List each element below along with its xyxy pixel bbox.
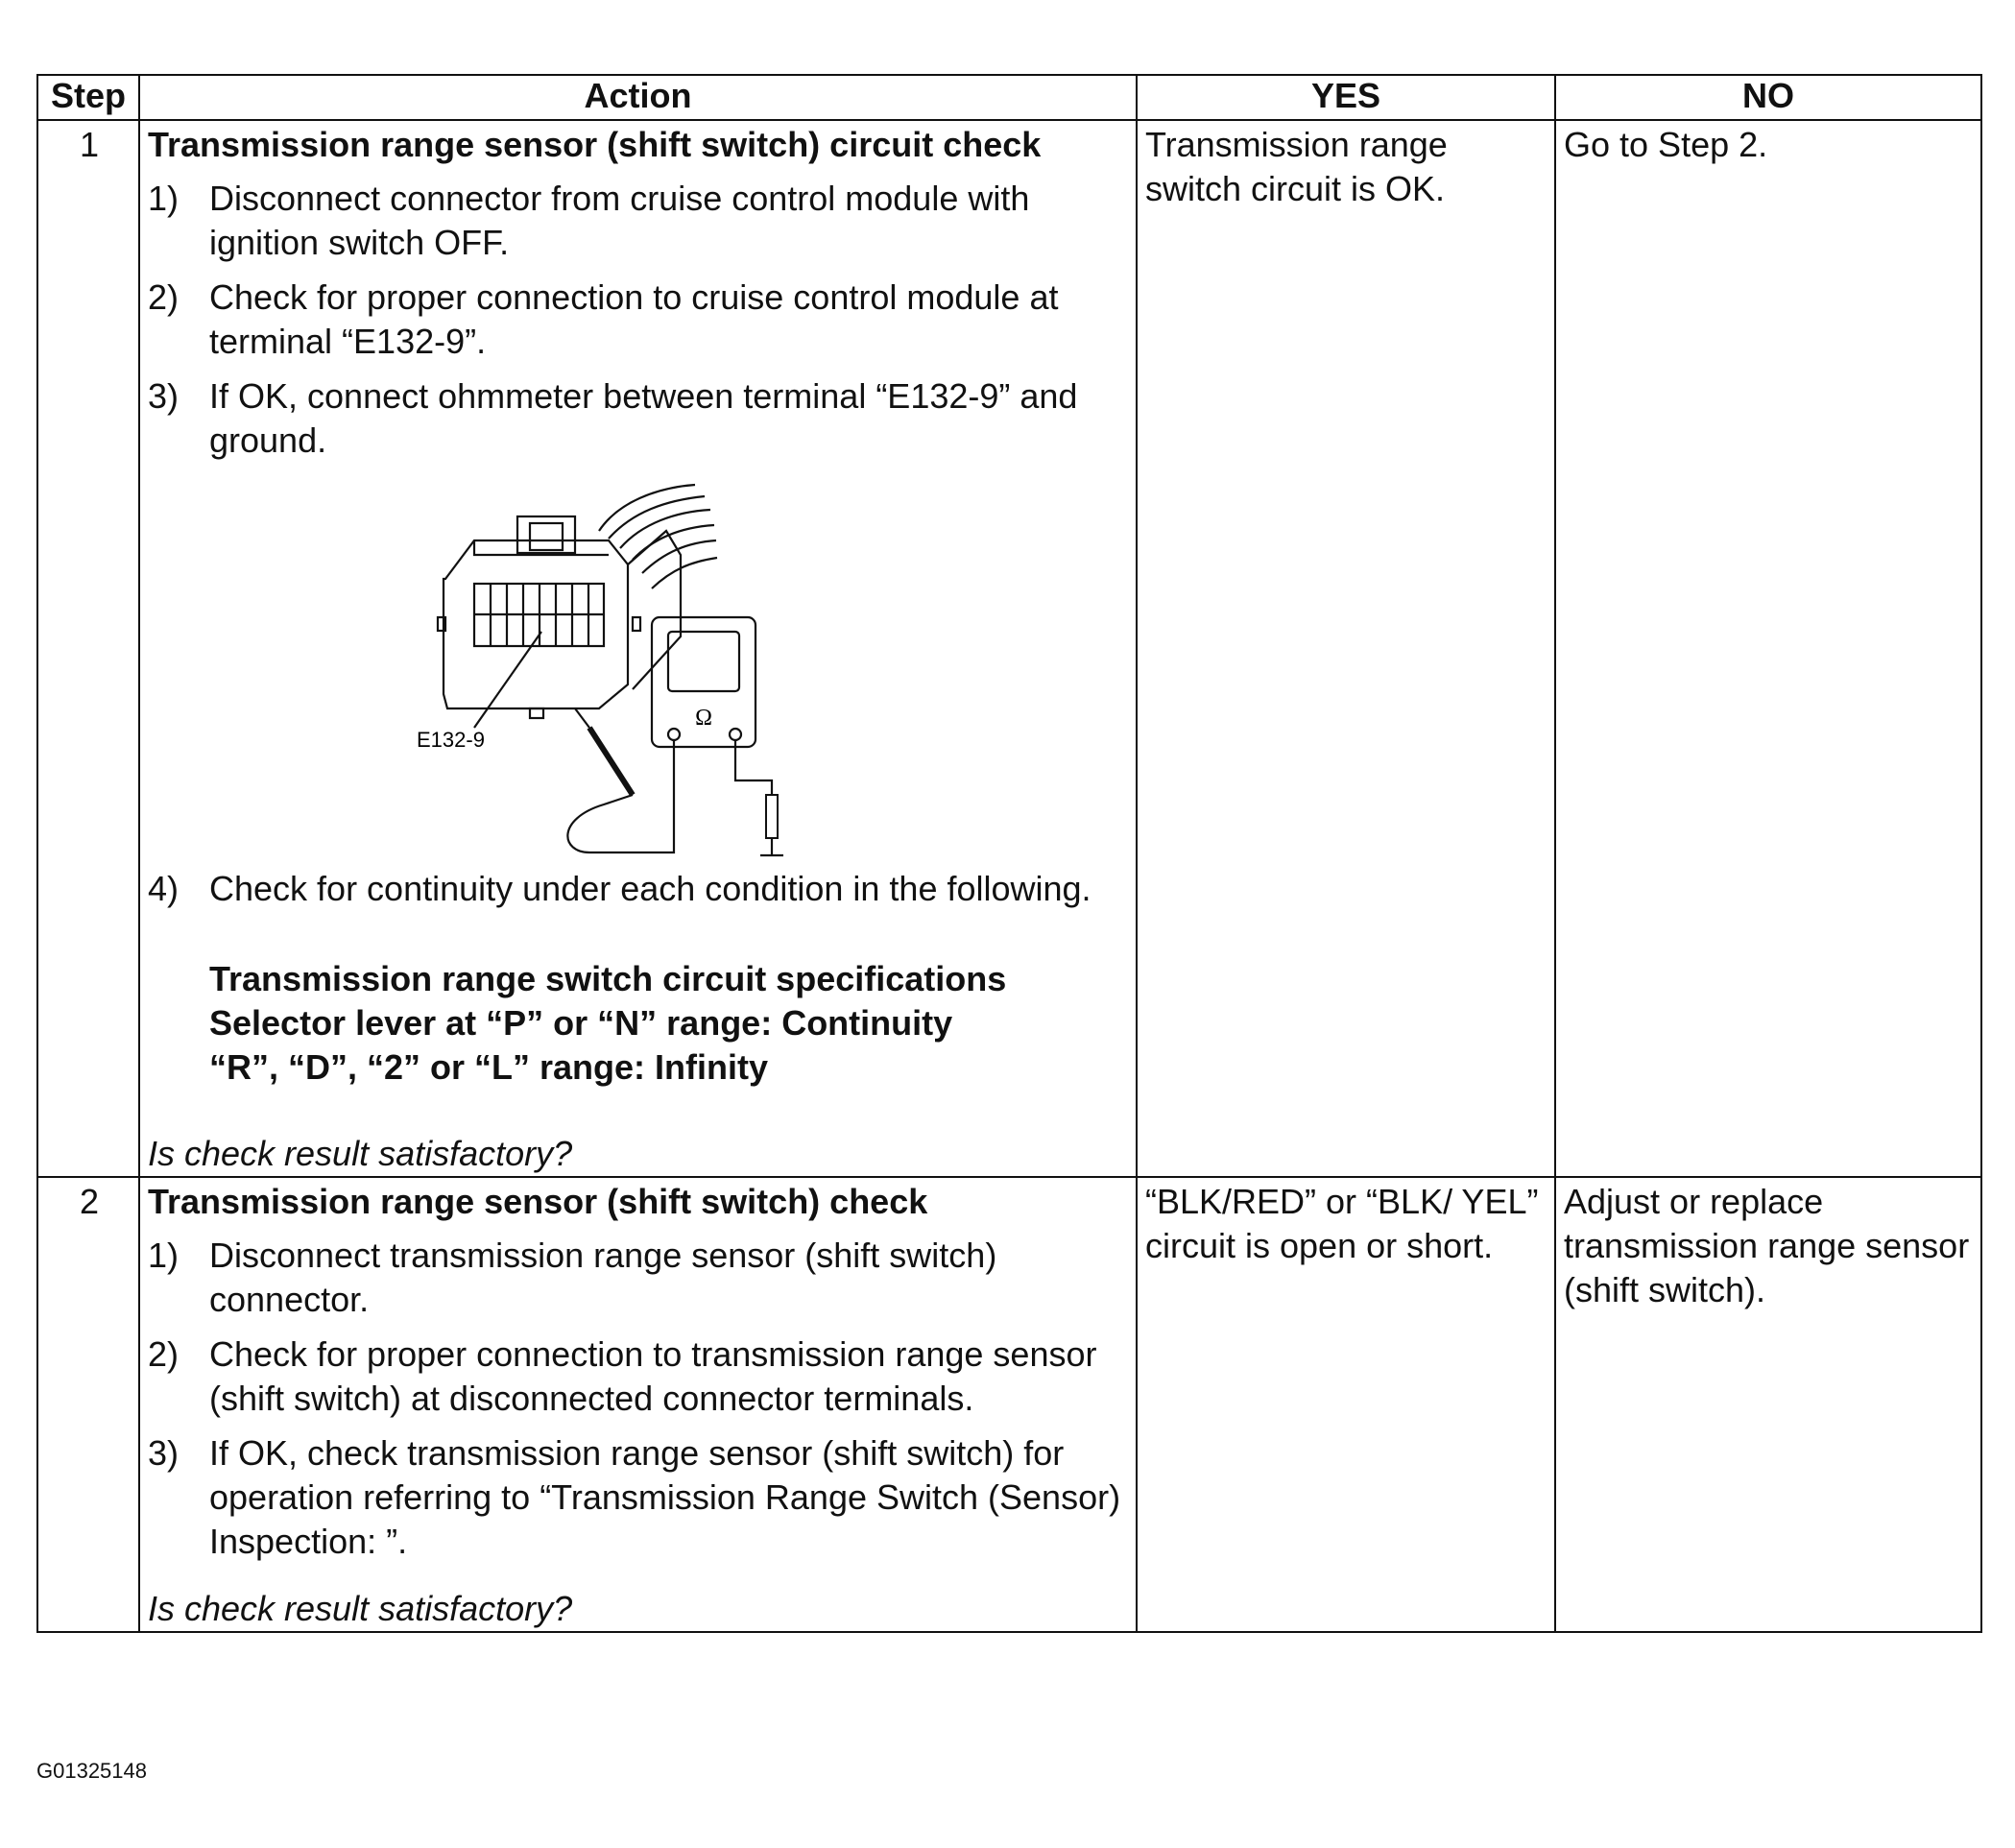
step-number: 1	[37, 120, 139, 1177]
item-number: 4)	[148, 869, 180, 908]
spec-line: Transmission range switch circuit specifications	[209, 959, 1007, 998]
item-text: Check for continuity under each condition in the following.	[209, 869, 1091, 908]
test-lead	[567, 740, 674, 852]
no-cell: Adjust or replace transmission range sensor (shift switch).	[1555, 1177, 1981, 1632]
diagnostic-table	[36, 74, 1982, 1633]
header-step: Step	[37, 75, 139, 120]
yes-cell: Transmission range switch circuit is OK.	[1137, 120, 1555, 1177]
action-cell	[139, 1177, 1137, 1632]
item-number: 3)	[148, 1433, 180, 1473]
header-yes: YES	[1137, 75, 1555, 120]
step-number: 2	[37, 1177, 139, 1632]
item-text: Disconnect transmission range sensor (shift switch) connector.	[209, 1236, 997, 1319]
action-item	[148, 1234, 1130, 1322]
ohmmeter-connection-figure	[148, 473, 1130, 867]
connector-ohmmeter-illustration	[417, 473, 973, 857]
action-item	[148, 1332, 1130, 1421]
action-item	[148, 867, 1130, 911]
ohm-symbol: Ω	[695, 706, 712, 731]
action-item	[148, 1431, 1130, 1564]
connector-label: E132-9	[417, 728, 485, 752]
action-title: Transmission range sensor (shift switch) circuit check	[148, 125, 1042, 164]
ohmmeter-display	[668, 632, 739, 691]
figure-id: G01325148	[36, 1759, 147, 1783]
connector-body	[444, 540, 628, 708]
spec-line: Selector lever at “P” or “N” range: Continuity	[209, 1003, 953, 1043]
action-item	[148, 177, 1130, 265]
header-no: NO	[1555, 75, 1981, 120]
step-row-2	[37, 1177, 1981, 1632]
item-text: Check for proper connection to cruise control module at terminal “E132-9”.	[209, 277, 1059, 361]
item-text: Check for proper connection to transmission range sensor (shift switch) at disconnected connector terminals.	[209, 1334, 1097, 1418]
item-text: Disconnect connector from cruise control module with ignition switch OFF.	[209, 179, 1030, 262]
result-question: Is check result satisfactory?	[148, 1589, 573, 1628]
action-cell	[139, 120, 1137, 1177]
item-number: 2)	[148, 277, 180, 317]
specification-block	[148, 957, 1130, 1090]
item-number: 1)	[148, 1236, 180, 1275]
header-row	[37, 75, 1981, 120]
item-number: 3)	[148, 376, 180, 416]
item-text: If OK, connect ohmmeter between terminal “E132-9” and ground.	[209, 376, 1078, 460]
header-action: Action	[139, 75, 1137, 120]
no-cell: Go to Step 2.	[1555, 120, 1981, 1177]
action-item	[148, 276, 1130, 364]
item-number: 2)	[148, 1334, 180, 1374]
action-title: Transmission range sensor (shift switch) check	[148, 1182, 928, 1221]
item-number: 1)	[148, 179, 180, 218]
yes-cell: “BLK/RED” or “BLK/ YEL” circuit is open or short.	[1137, 1177, 1555, 1632]
action-item	[148, 374, 1130, 463]
wire	[599, 485, 695, 531]
spec-line: “R”, “D”, “2” or “L” range: Infinity	[209, 1047, 769, 1087]
item-text: If OK, check transmission range sensor (shift switch) for operation referring to “Transmission Range Switch (Sensor) Inspection: ”.	[209, 1433, 1121, 1561]
step-row-1	[37, 120, 1981, 1177]
result-question: Is check result satisfactory?	[148, 1134, 573, 1173]
